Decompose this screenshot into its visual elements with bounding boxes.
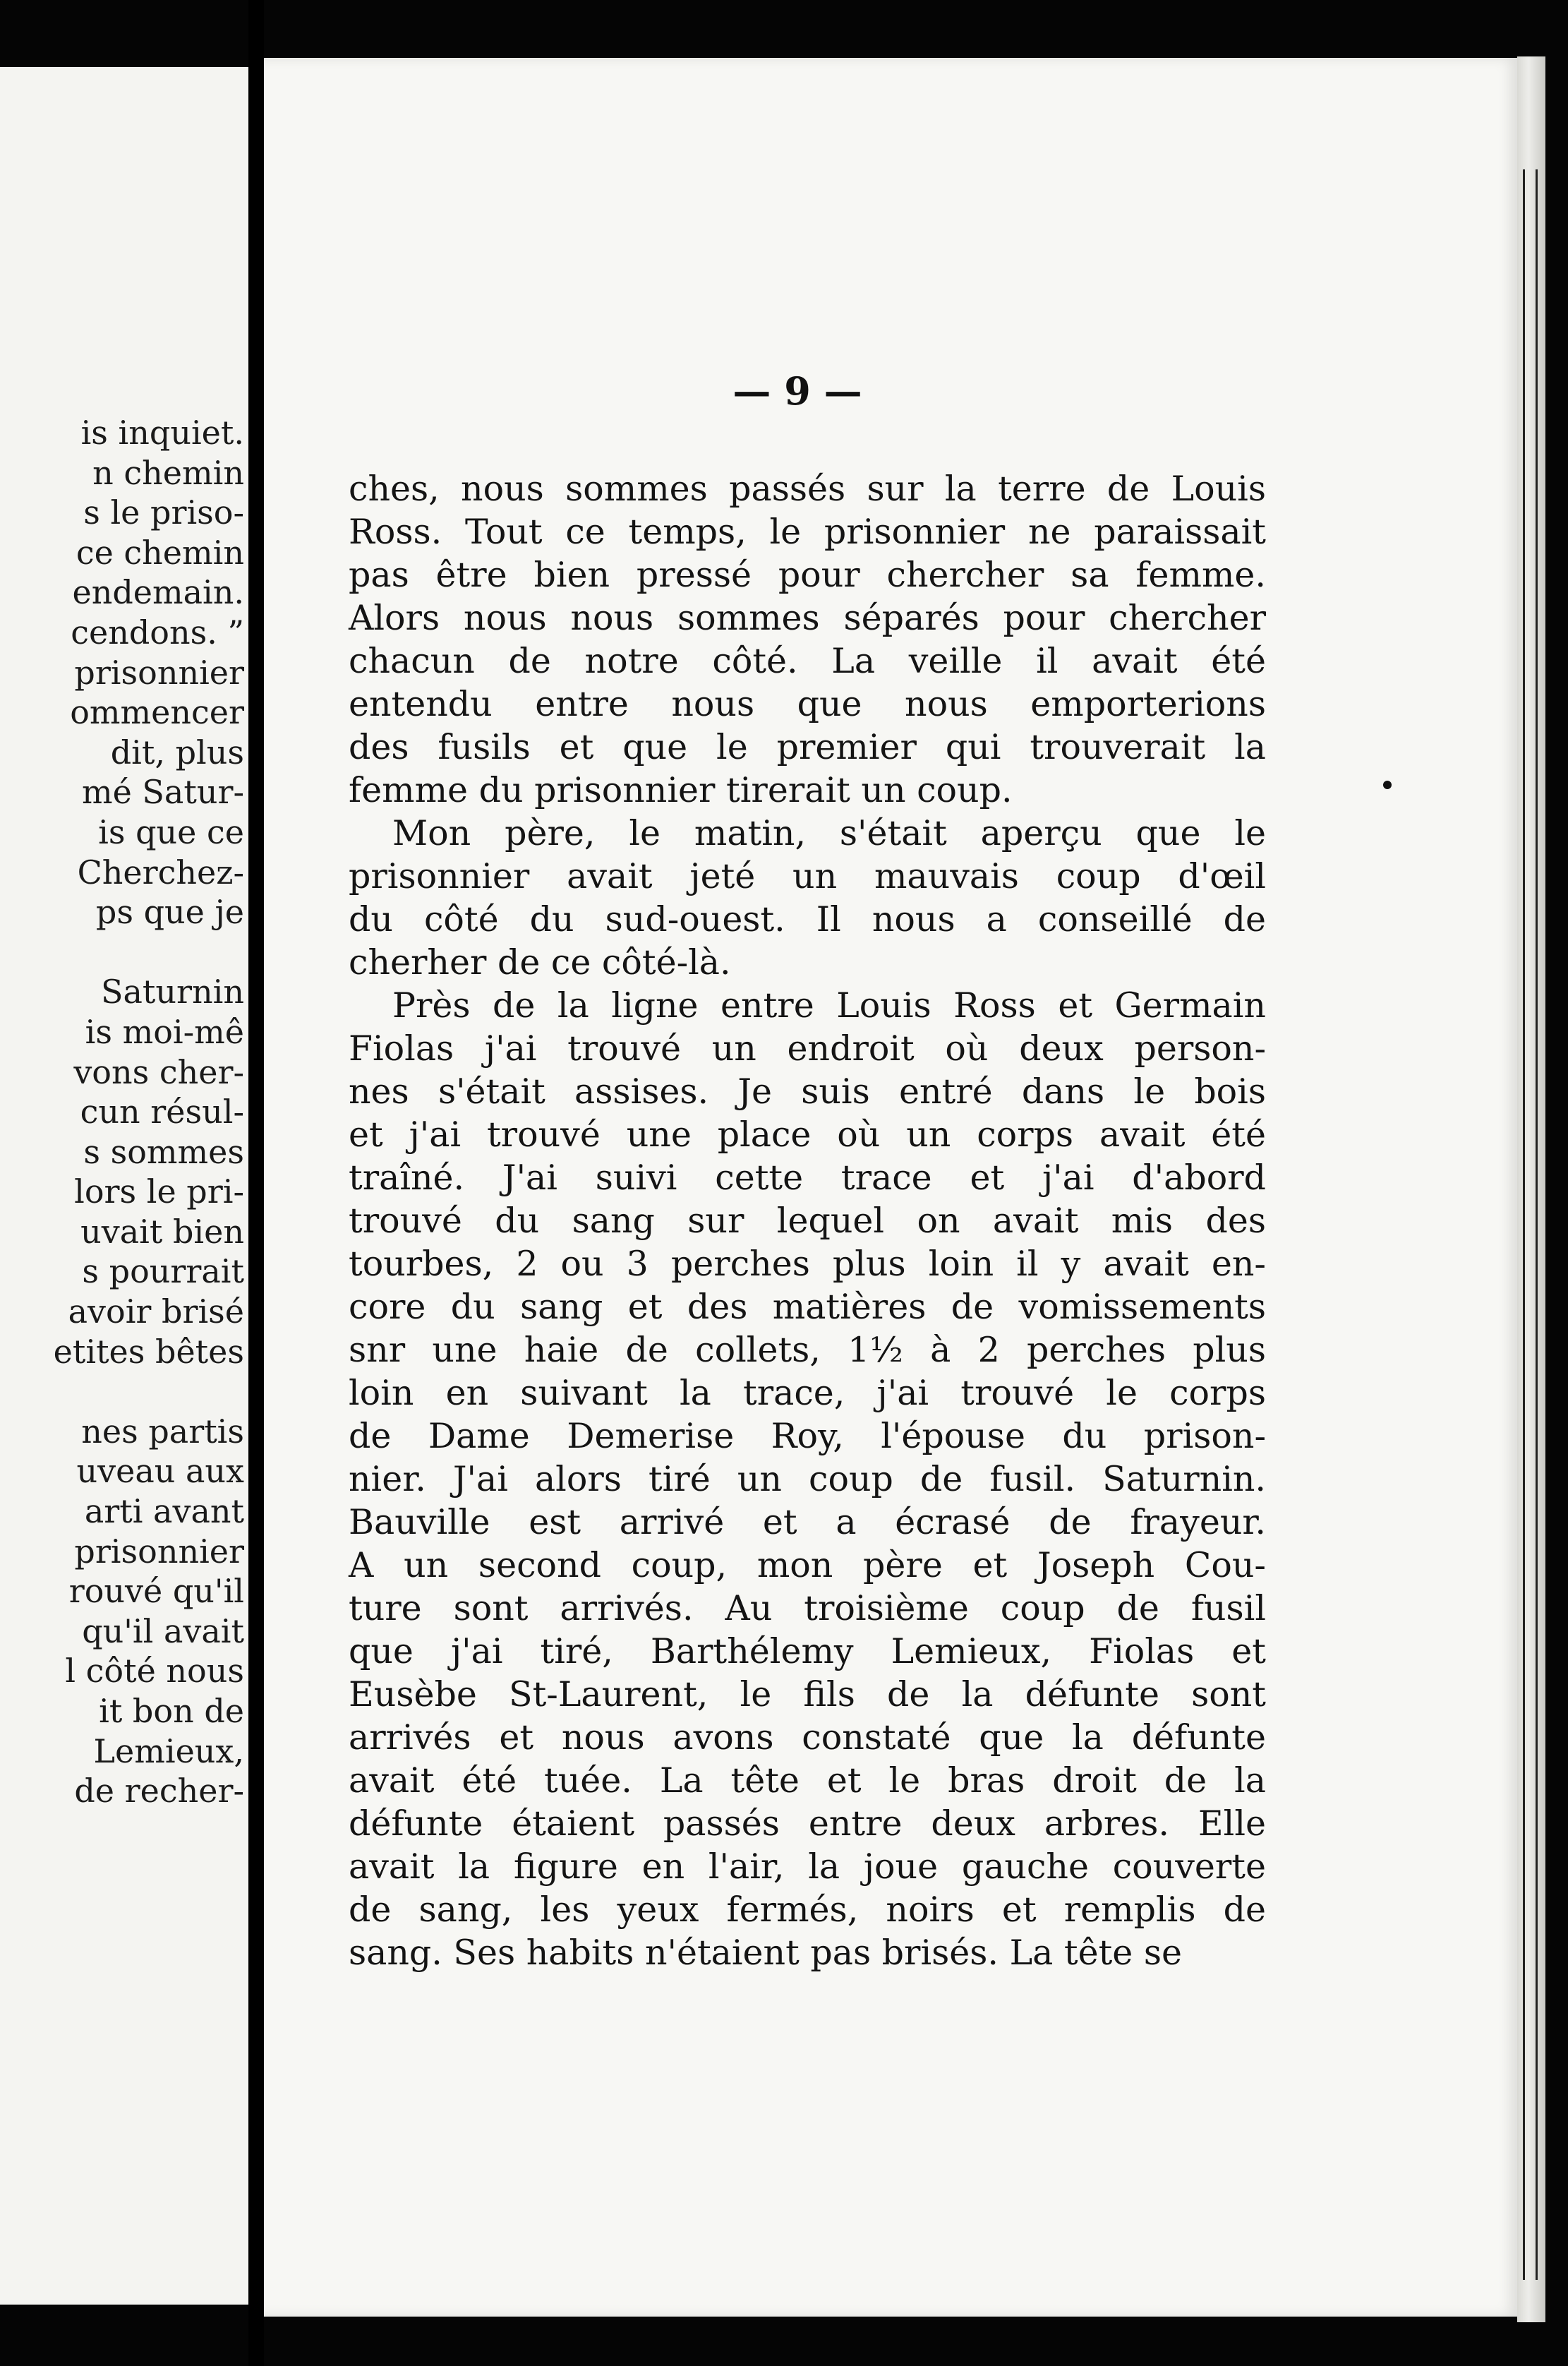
text-line: ches, nous sommes passés sur la terre de Louis <box>349 469 1266 509</box>
text-line: core du sang et des matières de vomissements <box>349 1287 1266 1327</box>
text-line: avait la figure en l'air, la joue gauche couverte <box>349 1846 1266 1887</box>
previous-page-line: l côté nous <box>65 1652 244 1691</box>
previous-page-line: Cherchez- <box>77 853 244 891</box>
text-line: sang. Ses habits n'étaient pas brisés. La tête se <box>349 1933 1183 1973</box>
previous-page-fragment <box>0 67 248 2305</box>
previous-page-line: ommencer <box>70 693 244 732</box>
previous-page-line: uveau aux <box>76 1452 244 1491</box>
text-line: avait été tuée. La tête et le bras droit de la <box>349 1760 1266 1801</box>
text-line: loin en suivant la trace, j'ai trouvé le corps <box>349 1373 1266 1413</box>
previous-page-line: ps que je <box>95 893 244 932</box>
text-line: tourbes, 2 ou 3 perches plus loin il y avait en- <box>349 1244 1266 1284</box>
previous-page-line: dit, plus <box>110 733 244 771</box>
page-number: — 9 — <box>732 368 862 414</box>
text-line: que j'ai tiré, Barthélemy Lemieux, Fiolas et <box>349 1631 1266 1671</box>
ink-speck <box>1383 781 1392 789</box>
text-line: Alors nous nous sommes séparés pour chercher <box>349 598 1266 638</box>
text-line: et j'ai trouvé une place où un corps avait été <box>349 1115 1266 1155</box>
text-line: de sang, les yeux fermés, noirs et remplis de <box>349 1890 1266 1930</box>
text-line: Ross. Tout ce temps, le prisonnier ne paraissait <box>349 512 1266 552</box>
previous-page-line: cendons. ” <box>71 613 244 651</box>
previous-page-line: arti avant <box>84 1492 244 1531</box>
previous-page-line <box>54 1371 244 1412</box>
previous-page-line: Saturnin <box>100 973 244 1011</box>
page-edge-line <box>1523 169 1525 2280</box>
text-line: chacun de notre côté. La veille il avait été <box>349 641 1266 681</box>
previous-page-line: mé Satur- <box>81 773 244 812</box>
text-line: femme du prisonnier tirerait un coup. <box>349 770 1013 810</box>
text-line: Près de la ligne entre Louis Ross et Germain <box>392 985 1266 1026</box>
previous-page-line: avoir brisé <box>68 1292 244 1331</box>
previous-page-line: Lemieux, <box>93 1731 244 1770</box>
page-edge-line <box>1536 169 1538 2280</box>
text-line: traîné. J'ai suivi cette trace et j'ai d'abord <box>349 1158 1266 1198</box>
previous-page-line: prisonnier <box>74 653 244 692</box>
previous-page-text <box>54 413 244 1811</box>
previous-page-line: n chemin <box>92 453 244 492</box>
text-line: arrivés et nous avons constaté que la défunte <box>349 1717 1266 1758</box>
previous-page-line: is inquiet. <box>80 414 244 452</box>
previous-page-line: prisonnier <box>74 1532 244 1571</box>
text-line: prisonnier avait jeté un mauvais coup d'œil <box>349 856 1266 896</box>
previous-page-line: s sommes <box>83 1132 244 1171</box>
body-text <box>349 467 1266 1974</box>
previous-page-line: it bon de <box>99 1692 244 1730</box>
text-line: Bauville est arrivé et a écrasé de frayeur. <box>349 1502 1266 1542</box>
text-line: nes s'était assises. Je suis entré dans le bois <box>349 1071 1266 1112</box>
previous-page-line: uvait bien <box>80 1212 244 1251</box>
previous-page-line: s pourrait <box>82 1252 244 1291</box>
text-line: cherher de ce côté-là. <box>349 942 731 983</box>
text-line: snr une haie de collets, 1½ à 2 perches plus <box>349 1330 1266 1370</box>
page-edge <box>1517 56 1545 2322</box>
previous-page-line: de recher- <box>74 1772 244 1810</box>
text-line: Eusèbe St-Laurent, le fils de la défunte sont <box>349 1674 1266 1715</box>
text-line: du côté du sud-ouest. Il nous a conseillé de <box>349 899 1266 939</box>
previous-page-line <box>54 932 244 973</box>
previous-page-line: is que ce <box>98 812 244 851</box>
text-line: Fiolas j'ai trouvé un endroit où deux person- <box>349 1028 1266 1069</box>
text-line: Mon père, le matin, s'était aperçu que le <box>392 813 1266 853</box>
text-line: A un second coup, mon père et Joseph Cou- <box>349 1545 1266 1585</box>
text-line: nier. J'ai alors tiré un coup de fusil. Saturnin. <box>349 1459 1266 1499</box>
text-line: entendu entre nous que nous emporterions <box>349 684 1266 724</box>
text-line: ture sont arrivés. Au troisième coup de fusil <box>349 1588 1266 1628</box>
previous-page-line: is moi-mê <box>85 1012 244 1051</box>
previous-page-line: lors le pri- <box>74 1172 244 1211</box>
text-line: trouvé du sang sur lequel on avait mis des <box>349 1201 1266 1241</box>
previous-page-line: etites bêtes <box>53 1332 244 1371</box>
text-line: défunte étaient passés entre deux arbres. Elle <box>349 1803 1266 1844</box>
previous-page-line: endemain. <box>72 573 244 612</box>
previous-page-line: nes partis <box>81 1412 244 1451</box>
previous-page-line: ce chemin <box>76 533 244 572</box>
previous-page-line: rouvé qu'il <box>68 1572 244 1611</box>
text-line: pas être bien pressé pour chercher sa femme. <box>349 555 1266 595</box>
previous-page-line: qu'il avait <box>82 1611 244 1650</box>
text-line: de Dame Demerise Roy, l'épouse du prison- <box>349 1416 1266 1456</box>
previous-page-line: cun résul- <box>80 1093 244 1131</box>
text-line: des fusils et que le premier qui trouverait la <box>349 727 1266 767</box>
previous-page-line: vons cher- <box>73 1052 244 1091</box>
previous-page-line: s le priso- <box>83 493 244 532</box>
page-gutter <box>248 0 264 2366</box>
